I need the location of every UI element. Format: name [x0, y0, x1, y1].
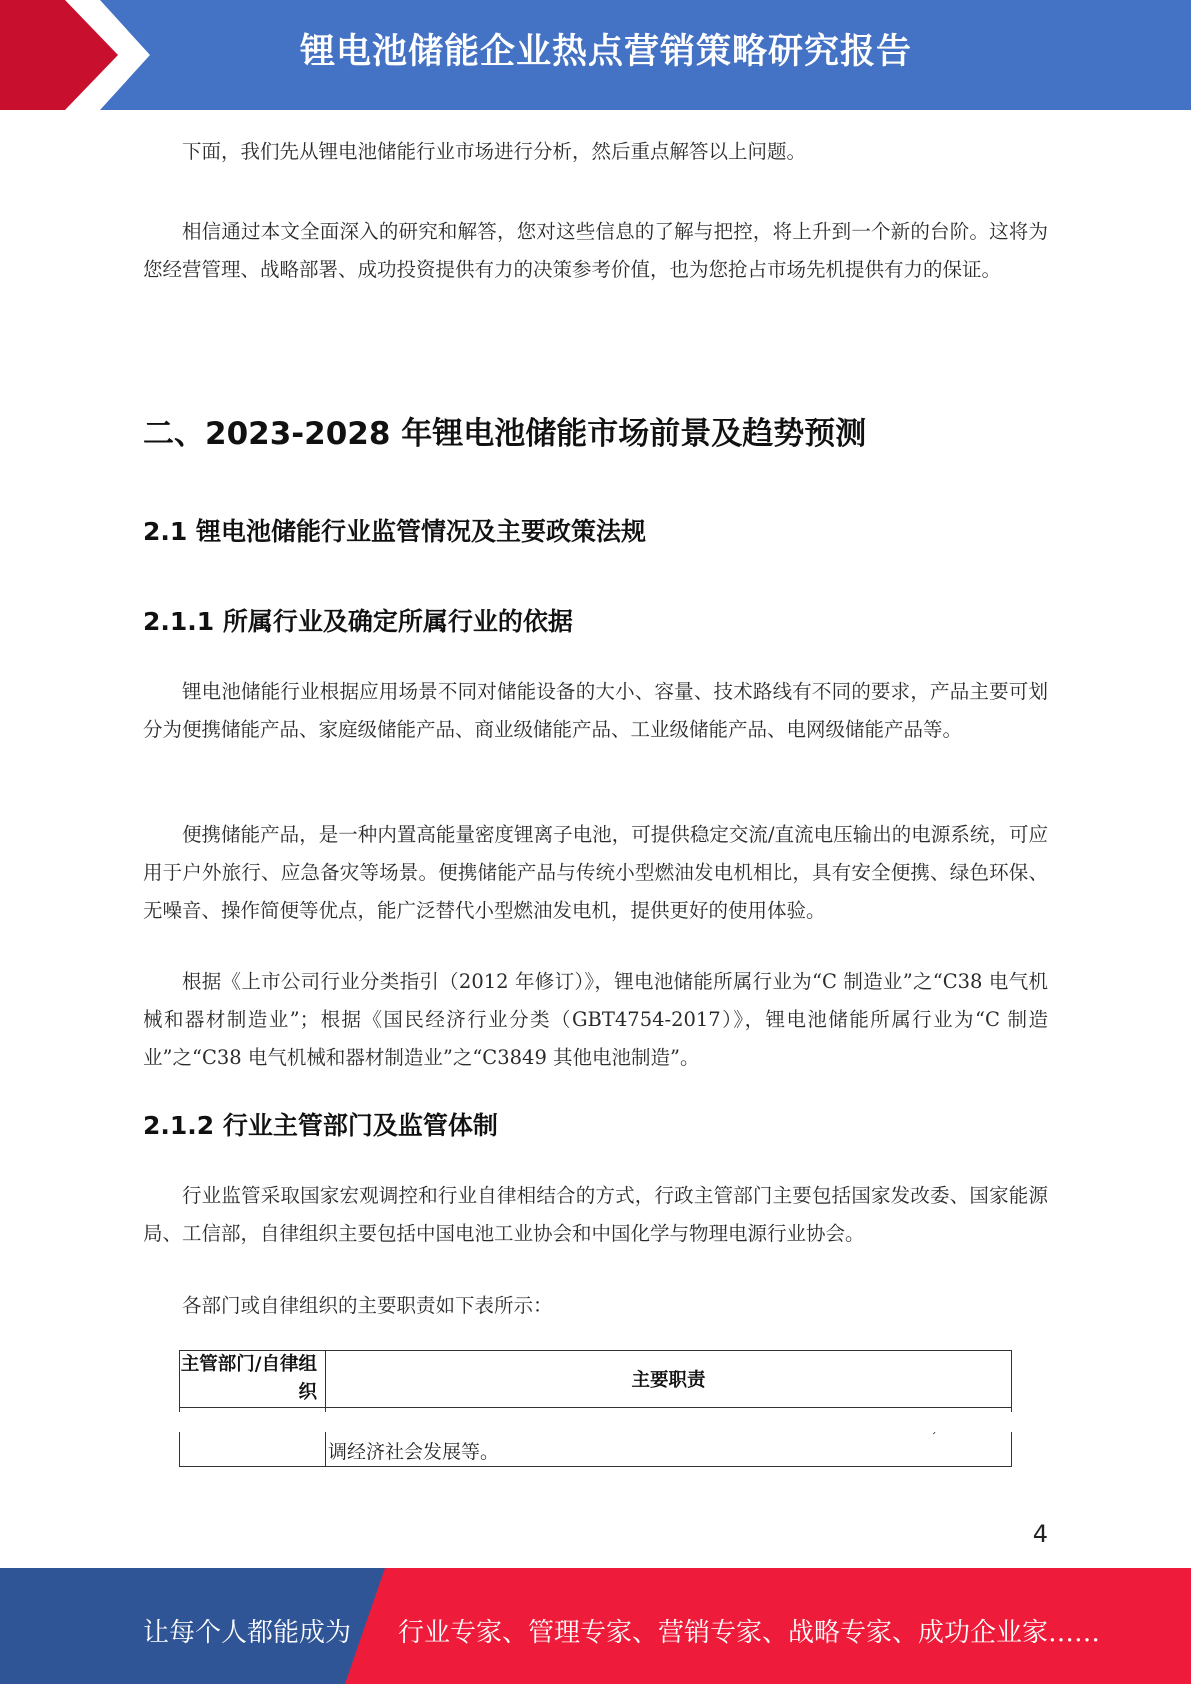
paragraph-regulation: 行业监管采取国家宏观调控和行业自律相结合的方式，行政主管部门主要包括国家发改委、国家能源局、工信部，自律组织主要包括中国电池工业协会和中国化学与物理电源行业协会。: [143, 1184, 1048, 1245]
paragraph-product-types: 锂电池储能行业根据应用场景不同对储能设备的大小、容量、技术路线有不同的要求，产品主要可划分为便携储能产品、家庭级储能产品、商业级储能产品、工业级储能产品、电网级储能产品等。: [143, 680, 1048, 741]
page-number: 4: [1032, 1520, 1048, 1548]
table-cell-duty: 调经济社会发展等。: [326, 1408, 1012, 1467]
subsection-heading-2-1-1: 2.1.1 所属行业及确定所属行业的依据: [143, 607, 573, 636]
paragraph-value: 相信通过本文全面深入的研究和解答，您对这些信息的了解与把控，将上升到一个新的台阶。这将为您经营管理、战略部署、成功投资提供有力的决策参考价值，也为您抢占市场先机提供有力的保证。: [143, 220, 1048, 281]
table-header-row: [180, 1351, 1012, 1408]
subsection-heading-2-1: 2.1 锂电池储能行业监管情况及主要政策法规: [143, 517, 646, 546]
duty-table: [179, 1350, 1012, 1467]
section-heading: 二、2023-2028 年锂电池储能市场前景及趋势预测: [143, 416, 867, 452]
table-header-duty: 主要职责: [326, 1351, 1012, 1408]
page-footer: [0, 1568, 1191, 1684]
page-header: [0, 0, 1191, 110]
page-break-cut: [143, 1412, 1048, 1432]
paragraph-industry-classification: 根据《上市公司行业分类指引（2012 年修订）》，锂电池储能所属行业为“C 制造业”之“C38 电气机械和器材制造业”；根据《国民经济行业分类（GBT4754-2017）》，锂电池储能所属行业为“C 制造业”之“C38 电气机械和器材制造业”之“C3849 其他电池制造”。: [143, 970, 1048, 1069]
paragraph-intro: 下面，我们先从锂电池储能行业市场进行分析，然后重点解答以上问题。: [182, 140, 807, 163]
report-title: 锂电池储能企业热点营销策略研究报告: [300, 32, 913, 72]
paragraph-portable-storage: 便携储能产品，是一种内置高能量密度锂离子电池，可提供稳定交流/直流电压输出的电源系统，可应用于户外旅行、应急备灾等场景。便携储能产品与传统小型燃油发电机相比，具有安全便携、绿色环保、无噪音、操作简便等优点，能广泛替代小型燃油发电机，提供更好的使用体验。: [143, 823, 1048, 922]
footer-slogan-right: 行业专家、管理专家、营销专家、战略专家、成功企业家……: [398, 1618, 1101, 1648]
footer-slogan-left: 让每个人都能成为: [143, 1618, 352, 1648]
subsection-heading-2-1-2: 2.1.2 行业主管部门及监管体制: [143, 1111, 498, 1140]
paragraph-table-intro: 各部门或自律组织的主要职责如下表所示：: [182, 1294, 553, 1317]
header-arrow-decoration: [0, 0, 150, 110]
table-header-dept: 主管部门/自律组织: [180, 1351, 326, 1408]
